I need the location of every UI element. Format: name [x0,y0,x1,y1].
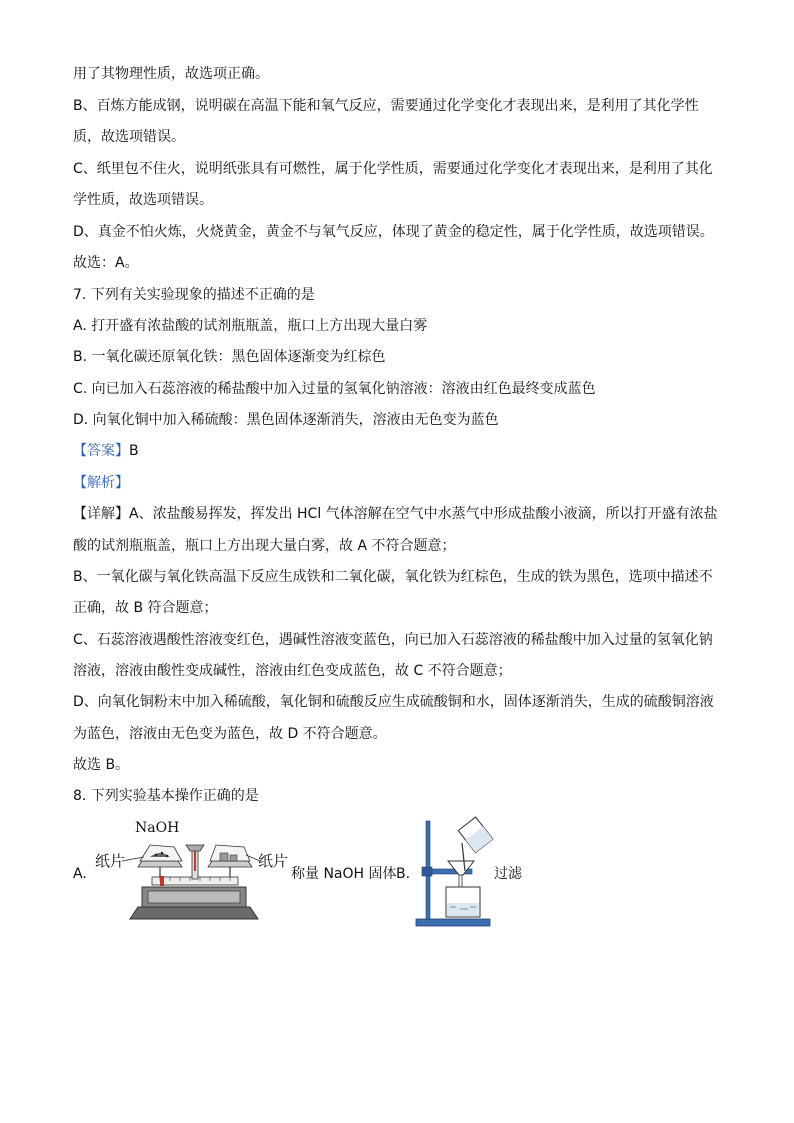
paper-right-label: 纸片 [258,852,289,870]
paper-left-label: 纸片 [95,852,126,870]
option-a: A. 打开盛有浓盐酸的试剂瓶瓶盖，瓶口上方出现大量白雾 [73,318,428,334]
option-b: B. 一氧化碳还原氧化铁：黑色固体逐渐变为红棕色 [73,349,386,365]
text-line: 学性质，故选项错误。 [73,192,213,208]
analysis-heading: 【解析】 [73,475,129,491]
text-line: 【详解】A、浓盐酸易挥发，挥发出 HCl 气体溶解在空气中水蒸气中形成盐酸小液滴，所以打开盛有浓盐 [73,506,718,522]
option-c: C. 向已加入石蕊溶液的稀盐酸中加入过量的氢氧化钠溶液：溶液由红色最终变成蓝色 [73,381,596,397]
question-7-stem: 7. 下列有关实验现象的描述不正确的是 [73,287,315,303]
option-d: D. 向氧化铜中加入稀硫酸：黑色固体逐渐消失，溶液由无色变为蓝色 [73,412,499,428]
text-line: 为蓝色，溶液由无色变为蓝色，故 D 不符合题意。 [73,726,387,742]
filtration-illustration [410,815,494,930]
answer-line: 【答案】B [73,443,139,459]
figure-a-caption: 称量 NaOH 固体 [291,866,397,882]
text-line: 酸的试剂瓶瓶盖，瓶口上方出现大量白雾，故 A 不符合题意； [73,538,456,554]
figure-b-caption: 过滤 [494,866,522,882]
text-line: 用了其物理性质，故选项正确。 [73,66,269,82]
text-line: 质，故选项错误。 [73,129,185,145]
text-line: C、石蕊溶液遇酸性溶液变红色，遇碱性溶液变蓝色，向已加入石蕊溶液的稀盐酸中加入过量的氢氧化钠 [73,632,713,648]
figure-b-option-letter: B. [396,866,411,882]
text-line: 溶液，溶液由酸性变成碱性，溶液由红色变成蓝色，故 C 不符合题意； [73,663,512,679]
text-line: D、真金不怕火炼，火烧黄金，黄金不与氧气反应，体现了黄金的稳定性，属于化学性质，故选项错误。 [73,224,714,240]
text-line: B、一氧化碳与氧化铁高温下反应生成铁和二氧化碳，氧化铁为红棕色，生成的铁为黑色，选项中描述不 [73,569,713,585]
text-line: D、向氧化铜粉末中加入稀硫酸，氧化铜和硫酸反应生成硫酸铜和水，固体逐渐消失，生成的硫酸铜溶液 [73,694,714,710]
text-line: 故选 B。 [73,757,130,773]
figure-a-option-letter: A. [73,866,87,882]
naoh-label: NaOH [135,820,180,836]
filtration-figure [410,815,494,930]
text-line: C、纸里包不住火，说明纸张具有可燃性，属于化学性质，需要通过化学变化才表现出来，是利用了其化 [73,161,713,177]
text-line: B、百炼方能成钢，说明碳在高温下能和氧气反应，需要通过化学变化才表现出来，是利用了其化学性 [73,98,699,114]
text-line: 正确，故 B 符合题意； [73,600,218,616]
question-8-stem: 8. 下列实验基本操作正确的是 [73,788,259,804]
text-line: 故选：A。 [73,255,139,271]
